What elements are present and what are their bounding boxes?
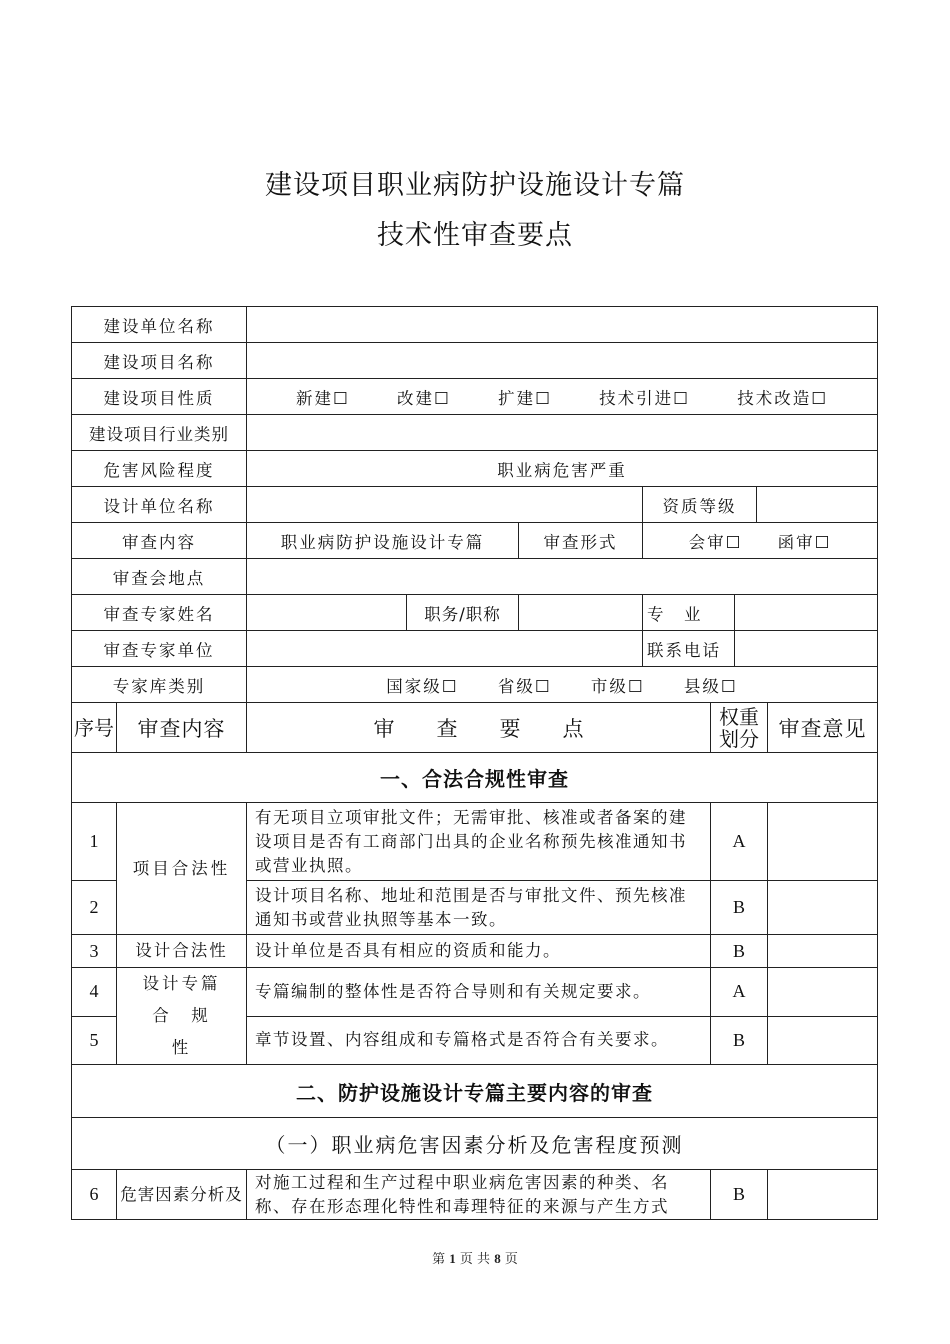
option-provincial-checkbox[interactable]: 省级☐: [497, 676, 552, 696]
option-national-checkbox[interactable]: 国家级☐: [386, 676, 459, 696]
review-content-value: 职业病防护设施设计专篇: [247, 523, 519, 559]
review-point: 设计单位是否具有相应的资质和能力。: [247, 935, 711, 968]
document-title: 建设项目职业病防护设施设计专篇: [265, 170, 685, 201]
row-no: 5: [72, 1016, 117, 1065]
header-content: 审查内容: [117, 703, 247, 753]
review-form-label: 审查形式: [519, 523, 643, 559]
phone-label: 联系电话: [643, 631, 735, 667]
project-info-table: [71, 306, 878, 703]
review-point: 有无项目立项审批文件；无需审批、核准或者备案的建设项目是否有工商部门出具的企业名称预先核准通知书或营业执照。: [247, 803, 711, 881]
review-opinion-field[interactable]: [768, 935, 878, 968]
review-point: 章节设置、内容组成和专篇格式是否符合有关要求。: [247, 1016, 711, 1065]
review-opinion-field[interactable]: [768, 1170, 878, 1220]
weight-grade: A: [711, 968, 768, 1017]
construction-unit-label: 建设单位名称: [72, 307, 247, 343]
venue-field[interactable]: [247, 559, 878, 595]
category-project-legality: 项目合法性: [117, 803, 247, 935]
review-opinion-field[interactable]: [768, 1016, 878, 1065]
review-point: 对施工过程和生产过程中职业病危害因素的种类、名称、存在形态理化特性和毒理特征的来源与产生方式: [247, 1170, 711, 1220]
footer-total-pages: 8: [494, 1251, 501, 1266]
expert-name-field[interactable]: [247, 595, 407, 631]
position-label: 职务/职称: [407, 595, 519, 631]
phone-field[interactable]: [735, 631, 878, 667]
section-main-content-title: 二、防护设施设计专篇主要内容的审查: [72, 1065, 878, 1118]
footer-middle: 页 共: [459, 1252, 491, 1267]
expert-pool-label: 专家库类别: [72, 667, 247, 703]
section-legality-title: 一、合法合规性审查: [72, 753, 878, 803]
review-points-table: [71, 702, 878, 1220]
header-no: 序号: [72, 703, 117, 753]
qualification-label: 资质等级: [643, 487, 757, 523]
category-hazard-analysis: 危害因素分析及: [117, 1170, 247, 1220]
row-no: 6: [72, 1170, 117, 1220]
subsection-hazard-analysis-title: （一）职业病危害因素分析及危害程度预测: [72, 1118, 878, 1170]
weight-grade: B: [711, 881, 768, 935]
industry-label: 建设项目行业类别: [72, 415, 247, 451]
weight-grade: B: [711, 1016, 768, 1065]
option-joint-review-checkbox[interactable]: 会审☐: [688, 532, 743, 552]
header-opinion: 审查意见: [768, 703, 878, 753]
expert-pool-options: [247, 667, 878, 703]
expert-unit-label: 审查专家单位: [72, 631, 247, 667]
project-name-label: 建设项目名称: [72, 343, 247, 379]
review-opinion-field[interactable]: [768, 968, 878, 1017]
specialty-label: 专 业: [643, 595, 735, 631]
document-subtitle: 技术性审查要点: [377, 220, 573, 251]
expert-unit-field[interactable]: [247, 631, 643, 667]
specialty-field[interactable]: [735, 595, 878, 631]
expert-name-label: 审查专家姓名: [72, 595, 247, 631]
hazard-level-value: 职业病危害严重: [247, 451, 878, 487]
review-point: 专篇编制的整体性是否符合导则和有关规定要求。: [247, 968, 711, 1017]
review-point: 设计项目名称、地址和范围是否与审批文件、预先核准通知书或营业执照等基本一致。: [247, 881, 711, 935]
venue-label: 审查会地点: [72, 559, 247, 595]
row-no: 3: [72, 935, 117, 968]
review-content-label: 审查内容: [72, 523, 247, 559]
header-points: 审 查 要 点: [247, 703, 711, 753]
review-opinion-field[interactable]: [768, 803, 878, 881]
footer-page-number: 1: [449, 1251, 456, 1266]
page-footer: [0, 1248, 950, 1267]
weight-grade: A: [711, 803, 768, 881]
footer-suffix: 页: [504, 1252, 518, 1267]
header-weight: 权重划分: [711, 703, 768, 753]
review-opinion-field[interactable]: [768, 881, 878, 935]
weight-grade: B: [711, 1170, 768, 1220]
option-rebuild-checkbox[interactable]: 改建☐: [397, 388, 451, 408]
project-name-field[interactable]: [247, 343, 878, 379]
qualification-field[interactable]: [757, 487, 878, 523]
row-no: 4: [72, 968, 117, 1017]
footer-prefix: 第: [432, 1252, 446, 1267]
option-new-checkbox[interactable]: 新建☐: [296, 388, 350, 408]
row-no: 1: [72, 803, 117, 881]
review-form-options: [643, 523, 878, 559]
option-expand-checkbox[interactable]: 扩建☐: [498, 388, 552, 408]
option-tech-import-checkbox[interactable]: 技术引进☐: [599, 388, 690, 408]
construction-unit-field[interactable]: [247, 307, 878, 343]
project-nature-label: 建设项目性质: [72, 379, 247, 415]
category-design-legality: 设计合法性: [117, 935, 247, 968]
option-letter-review-checkbox[interactable]: 函审☐: [777, 532, 832, 552]
option-county-checkbox[interactable]: 县级☐: [683, 676, 738, 696]
row-no: 2: [72, 881, 117, 935]
industry-field[interactable]: [247, 415, 878, 451]
option-city-checkbox[interactable]: 市级☐: [590, 676, 645, 696]
hazard-level-label: 危害风险程度: [72, 451, 247, 487]
category-design-compliance: 设计专篇合 规 性: [117, 968, 247, 1065]
project-nature-options: [247, 379, 878, 415]
weight-grade: B: [711, 935, 768, 968]
design-unit-label: 设计单位名称: [72, 487, 247, 523]
option-tech-upgrade-checkbox[interactable]: 技术改造☐: [737, 388, 828, 408]
design-unit-field[interactable]: [247, 487, 643, 523]
position-field[interactable]: [519, 595, 643, 631]
